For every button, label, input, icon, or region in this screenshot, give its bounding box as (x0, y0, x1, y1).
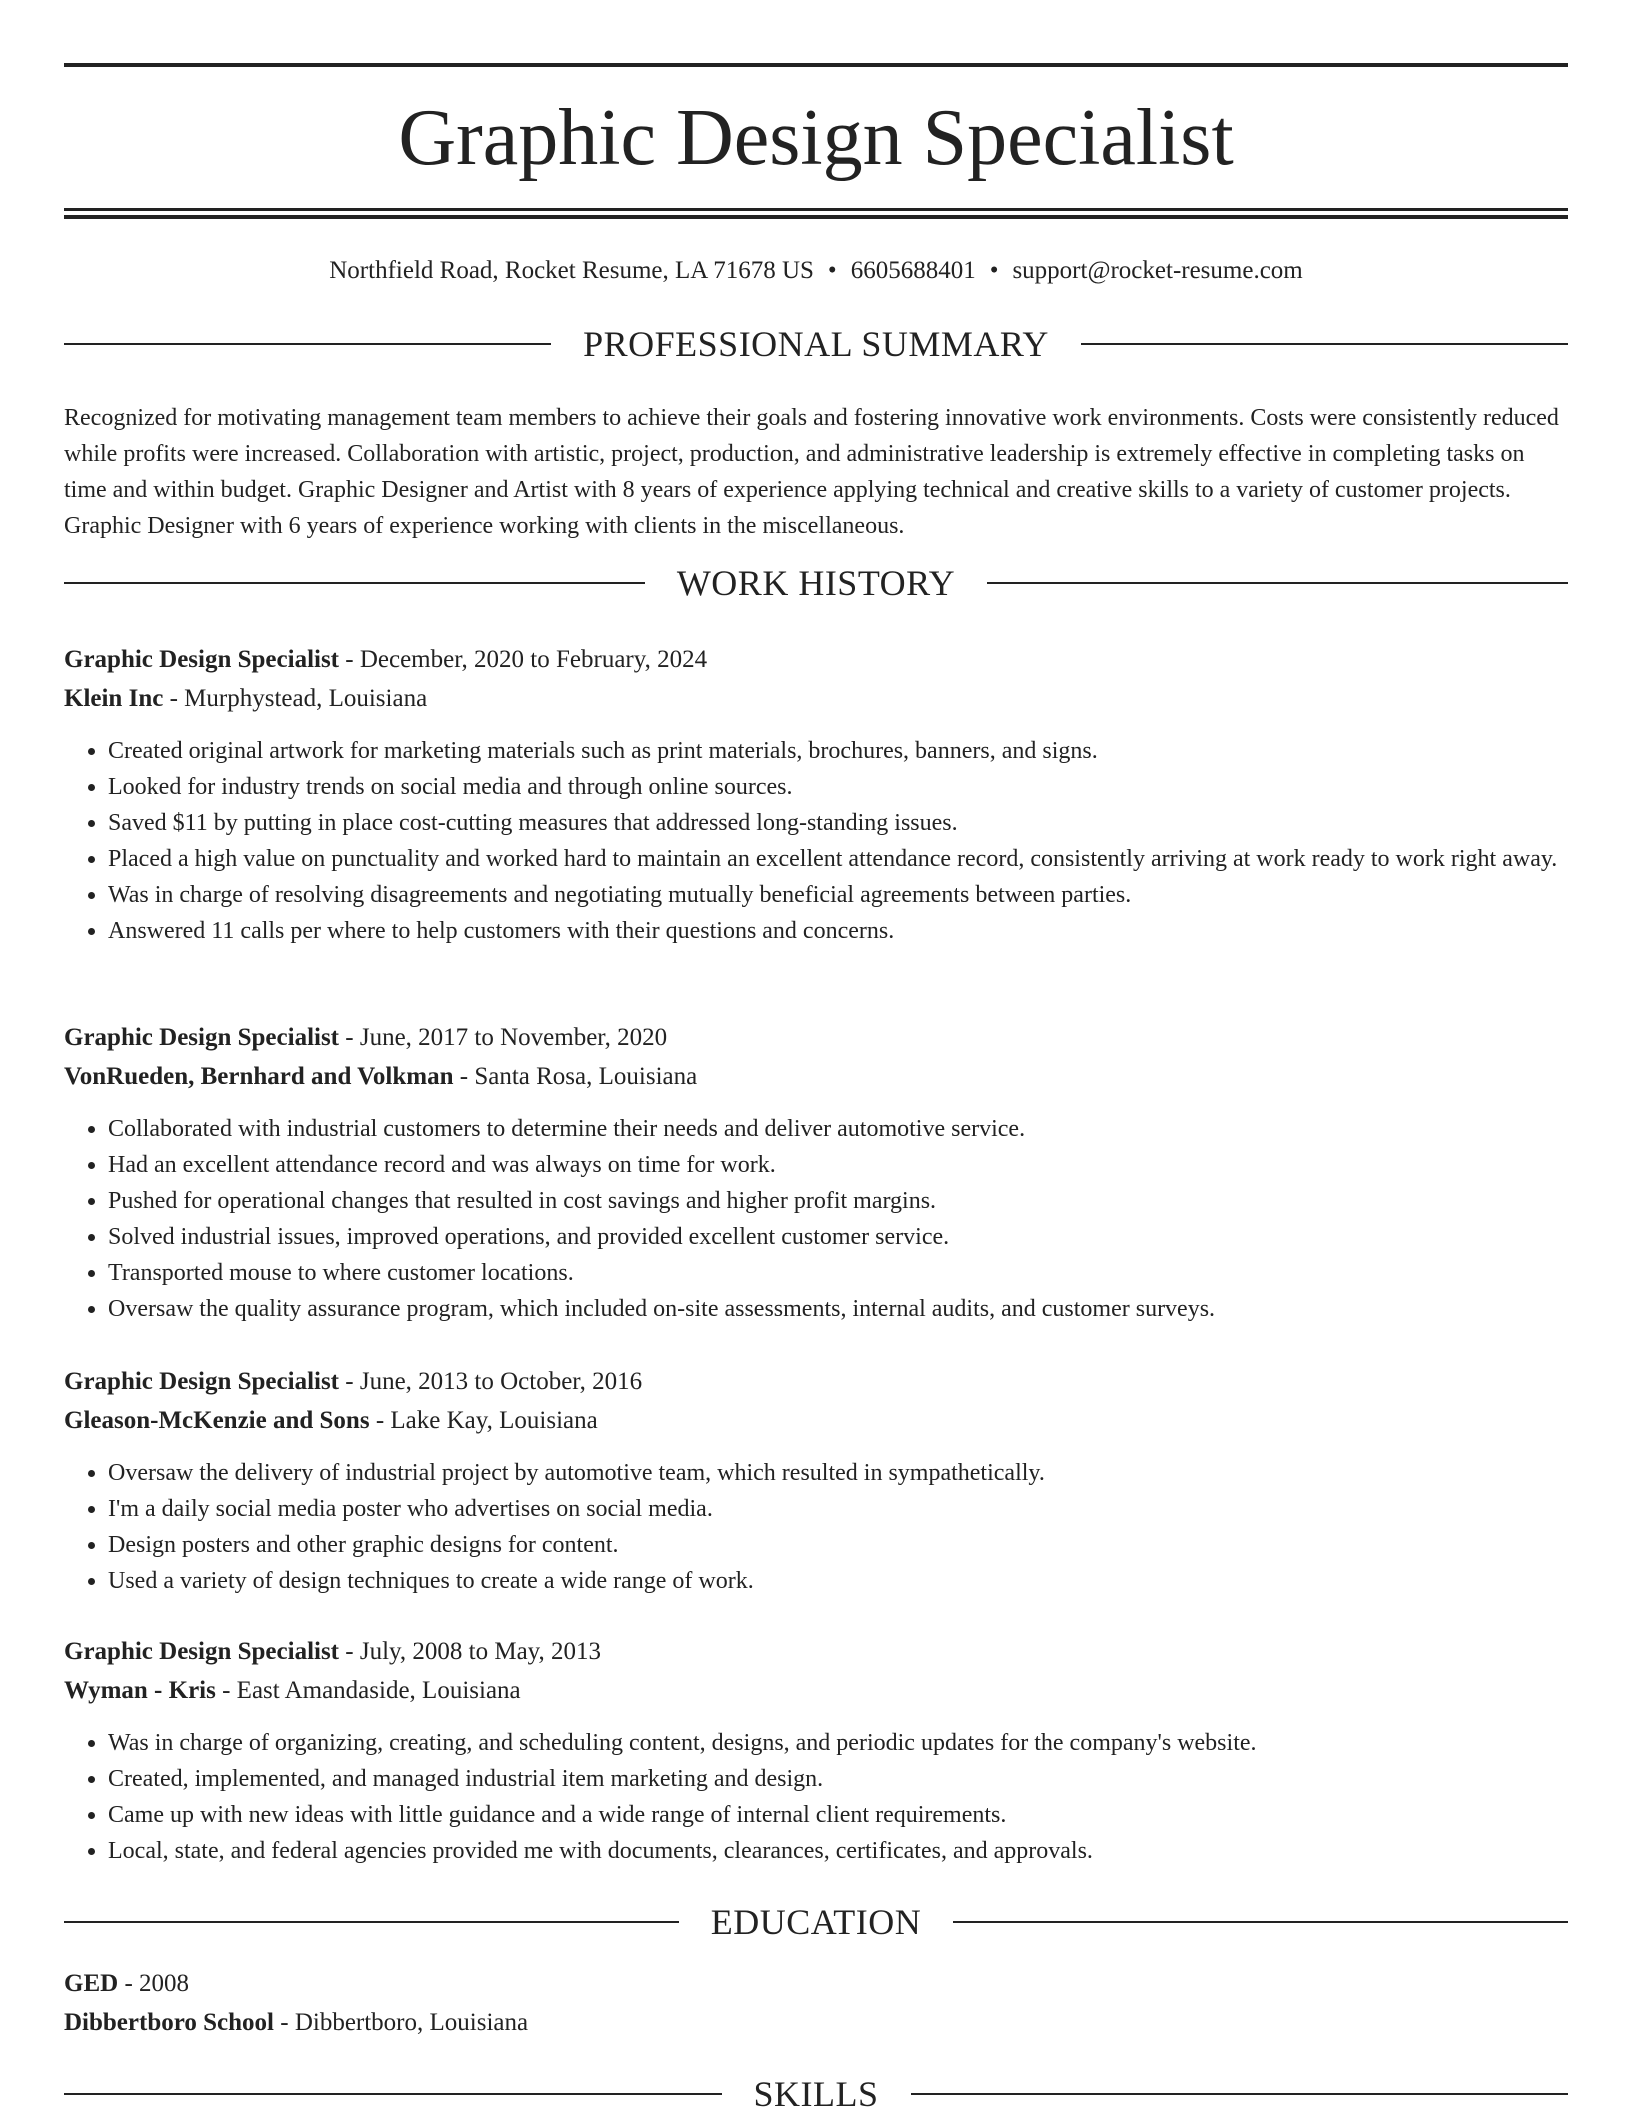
header-top-rule (64, 63, 1568, 67)
job-bullet: • Solved industrial issues, improved operations, and provided excellent customer service. (108, 1219, 1568, 1255)
job-bullet: • Design posters and other graphic designs for content. (108, 1527, 1568, 1563)
job-title: Graphic Design Specialist (64, 646, 340, 673)
dash: - (369, 1407, 391, 1434)
education-school-line (64, 2003, 1568, 2042)
section-heading-label: WORK HISTORY (676, 563, 956, 603)
job-company-line (64, 679, 1568, 718)
education-entry (64, 1964, 1568, 2042)
job-bullet: • Local, state, and federal agencies provided me with documents, clearances, certificates, and approvals. (108, 1833, 1568, 1869)
section-heading-rule (953, 1921, 1568, 1923)
job-entry (64, 1018, 1568, 1327)
dash: - (163, 685, 185, 712)
section-heading-skills (64, 2072, 1568, 2116)
education-degree: GED (64, 1970, 119, 1997)
job-bullet-list (64, 733, 1568, 949)
job-dates: June, 2017 to November, 2020 (359, 1024, 668, 1051)
contact-email[interactable]: support@rocket-resume.com (1012, 257, 1303, 284)
job-title-line (64, 1018, 1568, 1057)
job-company-line (64, 1057, 1568, 1096)
dash: - (339, 1368, 360, 1395)
job-bullet-list (64, 1111, 1568, 1327)
job-company-line (64, 1401, 1568, 1440)
contact-separator: • (989, 257, 999, 284)
education-year: 2008 (139, 1970, 190, 1997)
header-bottom-rule-thick (64, 215, 1568, 219)
dash: - (118, 1970, 140, 1997)
job-company: Gleason-McKenzie and Sons (64, 1407, 370, 1434)
section-heading-summary (64, 322, 1568, 366)
dash: - (339, 1638, 360, 1665)
section-heading-rule (64, 343, 551, 345)
job-location: Lake Kay, Louisiana (390, 1407, 598, 1434)
job-entry (64, 640, 1568, 949)
section-heading-label: EDUCATION (710, 1902, 922, 1942)
job-company: VonRueden, Bernhard and Volkman (64, 1063, 454, 1090)
dash: - (273, 2009, 295, 2036)
job-bullet: • Was in charge of resolving disagreements and negotiating mutually beneficial agreements between parties. (108, 877, 1568, 913)
contact-separator: • (827, 257, 837, 284)
job-title: Graphic Design Specialist (64, 1024, 340, 1051)
education-location: Dibbertboro, Louisiana (294, 2009, 529, 2036)
section-heading-rule (911, 2093, 1569, 2095)
education-degree-line (64, 1964, 1568, 2003)
section-heading-education (64, 1900, 1568, 1944)
job-bullet-list (64, 1725, 1568, 1869)
section-heading-rule (987, 582, 1568, 584)
dash: - (453, 1063, 475, 1090)
job-dates: December, 2020 to February, 2024 (359, 646, 708, 673)
job-title: Graphic Design Specialist (64, 1638, 340, 1665)
dash: - (339, 1024, 360, 1051)
job-location: Santa Rosa, Louisiana (474, 1063, 698, 1090)
job-bullet: • Saved $11 by putting in place cost-cutting measures that addressed long-standing issues. (108, 805, 1568, 841)
job-bullet: • Answered 11 calls per where to help customers with their questions and concerns. (108, 913, 1568, 949)
dash: - (339, 646, 360, 673)
job-bullet: • Had an excellent attendance record and was always on time for work. (108, 1147, 1568, 1183)
job-bullet: • Oversaw the delivery of industrial project by automotive team, which resulted in sympathetically. (108, 1455, 1568, 1491)
job-title-line (64, 1362, 1568, 1401)
contact-line (64, 255, 1568, 287)
job-dates: June, 2013 to October, 2016 (359, 1368, 643, 1395)
section-heading-label: PROFESSIONAL SUMMARY (583, 324, 1049, 364)
job-bullet: • I'm a daily social media poster who advertises on social media. (108, 1491, 1568, 1527)
resume-title: Graphic Design Specialist (398, 94, 1234, 182)
education-school: Dibbertboro School (64, 2009, 274, 2036)
job-bullet: • Transported mouse to where customer locations. (108, 1255, 1568, 1291)
job-title: Graphic Design Specialist (64, 1368, 340, 1395)
job-bullet: • Collaborated with industrial customers to determine their needs and deliver automotive service. (108, 1111, 1568, 1147)
dash: - (215, 1677, 237, 1704)
job-bullet: • Came up with new ideas with little guidance and a wide range of internal client requirements. (108, 1797, 1568, 1833)
job-company: Klein Inc (64, 685, 164, 712)
job-dates: July, 2008 to May, 2013 (359, 1638, 602, 1665)
job-bullet: • Created original artwork for marketing materials such as print materials, brochures, banners, and signs. (108, 733, 1568, 769)
job-entry (64, 1362, 1568, 1599)
job-title-line (64, 1632, 1568, 1671)
job-company: Wyman - Kris (64, 1677, 216, 1704)
section-heading-rule (1081, 343, 1568, 345)
section-heading-rule (64, 2093, 722, 2095)
job-bullet: • Created, implemented, and managed industrial item marketing and design. (108, 1761, 1568, 1797)
section-heading-rule (64, 1921, 679, 1923)
job-bullet: • Placed a high value on punctuality and worked hard to maintain an excellent attendance record, consistently arriving at work ready to work right away. (108, 841, 1568, 877)
section-heading-label: SKILLS (753, 2074, 879, 2114)
job-company-line (64, 1671, 1568, 1710)
header-bottom-rule-thin (64, 208, 1568, 211)
summary-text: Recognized for motivating management team members to achieve their goals and fostering innovative work environments. Costs were consistently reduced while profits were increased. Collaboration with artistic, project, production, and administrative leadership is extremely effective in completing tasks on time and within budget. Graphic Designer and Artist with 8 years of experience applying technical and creative skills to a variety of customer projects. Graphic Designer with 6 years of experience working with clients in the miscellaneous. (64, 405, 1559, 539)
section-heading-rule (64, 582, 645, 584)
job-bullet: • Oversaw the quality assurance program, which included on-site assessments, internal audits, and customer surveys. (108, 1291, 1568, 1327)
job-location: Murphystead, Louisiana (184, 685, 428, 712)
contact-phone: 6605688401 (850, 257, 976, 284)
contact-address: Northfield Road, Rocket Resume, LA 71678 US (329, 257, 814, 284)
job-bullet: • Pushed for operational changes that resulted in cost savings and higher profit margins. (108, 1183, 1568, 1219)
job-entry (64, 1632, 1568, 1869)
section-heading-work-history (64, 561, 1568, 605)
job-bullet: • Used a variety of design techniques to create a wide range of work. (108, 1563, 1568, 1599)
job-location: East Amandaside, Louisiana (236, 1677, 521, 1704)
job-title-line (64, 640, 1568, 679)
job-bullet: • Was in charge of organizing, creating, and scheduling content, designs, and periodic updates for the company's website. (108, 1725, 1568, 1761)
job-bullet: • Looked for industry trends on social media and through online sources. (108, 769, 1568, 805)
job-bullet-list (64, 1455, 1568, 1599)
